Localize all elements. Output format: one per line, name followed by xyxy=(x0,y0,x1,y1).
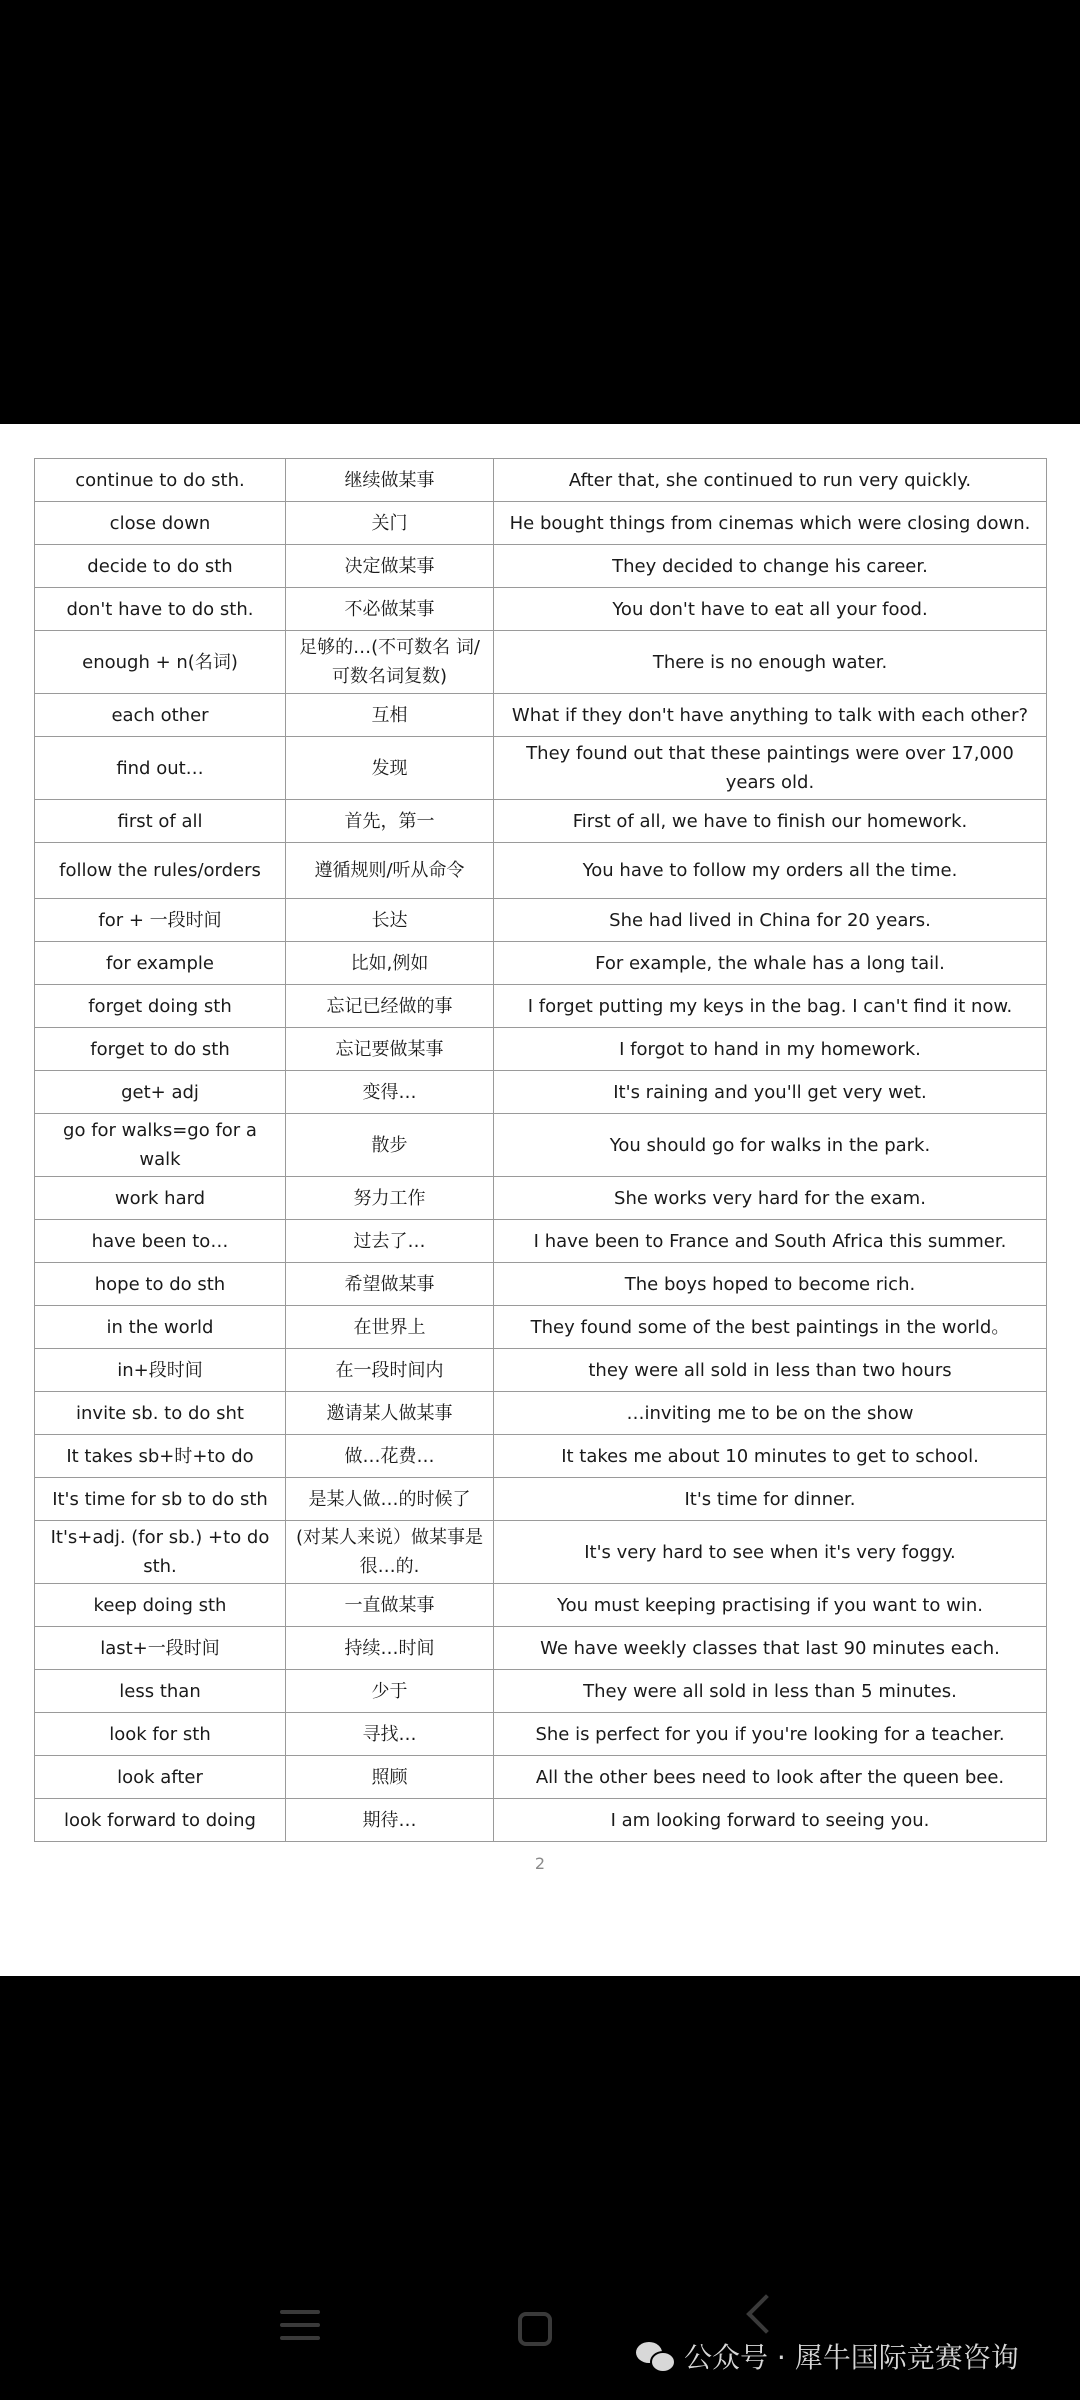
page-number: 2 xyxy=(534,1854,546,1873)
phrase-cell: go for walks=go for a walk xyxy=(35,1114,286,1177)
meaning-cell: 少于 xyxy=(286,1670,494,1713)
example-cell: For example, the whale has a long tail. xyxy=(494,942,1047,985)
meaning-cell: 一直做某事 xyxy=(286,1584,494,1627)
table-row xyxy=(35,631,1047,694)
example-cell: There is no enough water. xyxy=(494,631,1047,694)
meaning-cell: 不必做某事 xyxy=(286,588,494,631)
phrase-table xyxy=(34,458,1047,1842)
phrase-cell: in+段时间 xyxy=(35,1349,286,1392)
phrase-cell: look after xyxy=(35,1756,286,1799)
meaning-cell: 发现 xyxy=(286,737,494,800)
example-cell: They decided to change his career. xyxy=(494,545,1047,588)
table-row xyxy=(35,942,1047,985)
example-cell: It's very hard to see when it's very foggy. xyxy=(494,1521,1047,1584)
example-cell: He bought things from cinemas which were closing down. xyxy=(494,502,1047,545)
example-cell: It takes me about 10 minutes to get to school. xyxy=(494,1435,1047,1478)
table-body xyxy=(35,459,1047,1842)
phrase-cell: look forward to doing xyxy=(35,1799,286,1842)
example-cell: You don't have to eat all your food. xyxy=(494,588,1047,631)
meaning-cell: 决定做某事 xyxy=(286,545,494,588)
example-cell: I forgot to hand in my homework. xyxy=(494,1028,1047,1071)
phrase-cell: It takes sb+时+to do xyxy=(35,1435,286,1478)
meaning-cell: 遵循规则/听从命令 xyxy=(286,843,494,899)
example-cell: First of all, we have to finish our homework. xyxy=(494,800,1047,843)
table-row xyxy=(35,1349,1047,1392)
table-row xyxy=(35,1220,1047,1263)
table-row xyxy=(35,843,1047,899)
meaning-cell: 期待… xyxy=(286,1799,494,1842)
table-row xyxy=(35,1071,1047,1114)
table-row xyxy=(35,1713,1047,1756)
example-cell: She had lived in China for 20 years. xyxy=(494,899,1047,942)
example-cell: They were all sold in less than 5 minutes. xyxy=(494,1670,1047,1713)
meaning-cell: 照顾 xyxy=(286,1756,494,1799)
phrase-cell: follow the rules/orders xyxy=(35,843,286,899)
phrase-cell: get+ adj xyxy=(35,1071,286,1114)
phrase-cell: hope to do sth xyxy=(35,1263,286,1306)
document-page xyxy=(0,424,1080,1976)
meaning-cell: 做…花费… xyxy=(286,1435,494,1478)
meaning-cell: 希望做某事 xyxy=(286,1263,494,1306)
example-cell: they were all sold in less than two hours xyxy=(494,1349,1047,1392)
table-row xyxy=(35,985,1047,1028)
example-cell: She works very hard for the exam. xyxy=(494,1177,1047,1220)
phrase-cell: close down xyxy=(35,502,286,545)
meaning-cell: 互相 xyxy=(286,694,494,737)
meaning-cell: 长达 xyxy=(286,899,494,942)
meaning-cell: (对某人来说）做某事是很…的. xyxy=(286,1521,494,1584)
meaning-cell: 邀请某人做某事 xyxy=(286,1392,494,1435)
phrase-cell: decide to do sth xyxy=(35,545,286,588)
phrase-cell: don't have to do sth. xyxy=(35,588,286,631)
table-row xyxy=(35,1114,1047,1177)
phrase-cell: work hard xyxy=(35,1177,286,1220)
table-row xyxy=(35,1435,1047,1478)
meaning-cell: 继续做某事 xyxy=(286,459,494,502)
table-row xyxy=(35,1177,1047,1220)
phrase-cell: for example xyxy=(35,942,286,985)
phrase-cell: find out… xyxy=(35,737,286,800)
phrase-cell: look for sth xyxy=(35,1713,286,1756)
example-cell: I forget putting my keys in the bag. I can't find it now. xyxy=(494,985,1047,1028)
phrase-cell: It's time for sb to do sth xyxy=(35,1478,286,1521)
phrase-cell: less than xyxy=(35,1670,286,1713)
wechat-icon xyxy=(636,2340,674,2372)
phrase-cell: have been to… xyxy=(35,1220,286,1263)
meaning-cell: 比如,例如 xyxy=(286,942,494,985)
phrase-cell: first of all xyxy=(35,800,286,843)
example-cell: After that, she continued to run very quickly. xyxy=(494,459,1047,502)
table-row xyxy=(35,737,1047,800)
meaning-cell: 过去了… xyxy=(286,1220,494,1263)
phrase-cell: It's+adj. (for sb.) +to do sth. xyxy=(35,1521,286,1584)
meaning-cell: 寻找… xyxy=(286,1713,494,1756)
watermark-text: 公众号 · 犀牛国际竞赛咨询 xyxy=(684,2341,1019,2374)
table-row xyxy=(35,899,1047,942)
phrase-cell: keep doing sth xyxy=(35,1584,286,1627)
example-cell: I am looking forward to seeing you. xyxy=(494,1799,1047,1842)
table-row xyxy=(35,1799,1047,1842)
table-row xyxy=(35,1521,1047,1584)
phrase-cell: last+一段时间 xyxy=(35,1627,286,1670)
example-cell: What if they don't have anything to talk with each other? xyxy=(494,694,1047,737)
table-row xyxy=(35,800,1047,843)
phrase-cell: in the world xyxy=(35,1306,286,1349)
menu-icon[interactable] xyxy=(280,2310,320,2344)
home-icon[interactable] xyxy=(518,2312,552,2346)
phrase-cell: each other xyxy=(35,694,286,737)
example-cell: …inviting me to be on the show xyxy=(494,1392,1047,1435)
meaning-cell: 忘记已经做的事 xyxy=(286,985,494,1028)
table-row xyxy=(35,694,1047,737)
example-cell: You must keeping practising if you want to win. xyxy=(494,1584,1047,1627)
table-row xyxy=(35,459,1047,502)
table-row xyxy=(35,1392,1047,1435)
example-cell: All the other bees need to look after the queen bee. xyxy=(494,1756,1047,1799)
example-cell: We have weekly classes that last 90 minutes each. xyxy=(494,1627,1047,1670)
example-cell: You should go for walks in the park. xyxy=(494,1114,1047,1177)
example-cell: They found out that these paintings were over 17,000 years old. xyxy=(494,737,1047,800)
table-row xyxy=(35,502,1047,545)
example-cell: It's raining and you'll get very wet. xyxy=(494,1071,1047,1114)
phrase-cell: enough + n(名词) xyxy=(35,631,286,694)
meaning-cell: 散步 xyxy=(286,1114,494,1177)
table-row xyxy=(35,1306,1047,1349)
meaning-cell: 首先，第一 xyxy=(286,800,494,843)
example-cell: The boys hoped to become rich. xyxy=(494,1263,1047,1306)
example-cell: It's time for dinner. xyxy=(494,1478,1047,1521)
table-row xyxy=(35,588,1047,631)
table-row xyxy=(35,545,1047,588)
table-row xyxy=(35,1028,1047,1071)
table-row xyxy=(35,1670,1047,1713)
example-cell: I have been to France and South Africa this summer. xyxy=(494,1220,1047,1263)
meaning-cell: 在一段时间内 xyxy=(286,1349,494,1392)
phrase-cell: continue to do sth. xyxy=(35,459,286,502)
example-cell: She is perfect for you if you're looking for a teacher. xyxy=(494,1713,1047,1756)
phrase-cell: forget doing sth xyxy=(35,985,286,1028)
phrase-cell: for + 一段时间 xyxy=(35,899,286,942)
table-row xyxy=(35,1584,1047,1627)
meaning-cell: 是某人做…的时候了 xyxy=(286,1478,494,1521)
meaning-cell: 变得… xyxy=(286,1071,494,1114)
meaning-cell: 在世界上 xyxy=(286,1306,494,1349)
table-row xyxy=(35,1478,1047,1521)
meaning-cell: 努力工作 xyxy=(286,1177,494,1220)
meaning-cell: 忘记要做某事 xyxy=(286,1028,494,1071)
table-row xyxy=(35,1263,1047,1306)
table-row xyxy=(35,1627,1047,1670)
phrase-cell: invite sb. to do sht xyxy=(35,1392,286,1435)
top-black-area xyxy=(0,0,1080,424)
meaning-cell: 关门 xyxy=(286,502,494,545)
example-cell: You have to follow my orders all the time. xyxy=(494,843,1047,899)
example-cell: They found some of the best paintings in the world。 xyxy=(494,1306,1047,1349)
table-row xyxy=(35,1756,1047,1799)
phrase-cell: forget to do sth xyxy=(35,1028,286,1071)
watermark xyxy=(636,2334,1019,2378)
meaning-cell: 持续…时间 xyxy=(286,1627,494,1670)
meaning-cell: 足够的…(不可数名 词/可数名词复数) xyxy=(286,631,494,694)
